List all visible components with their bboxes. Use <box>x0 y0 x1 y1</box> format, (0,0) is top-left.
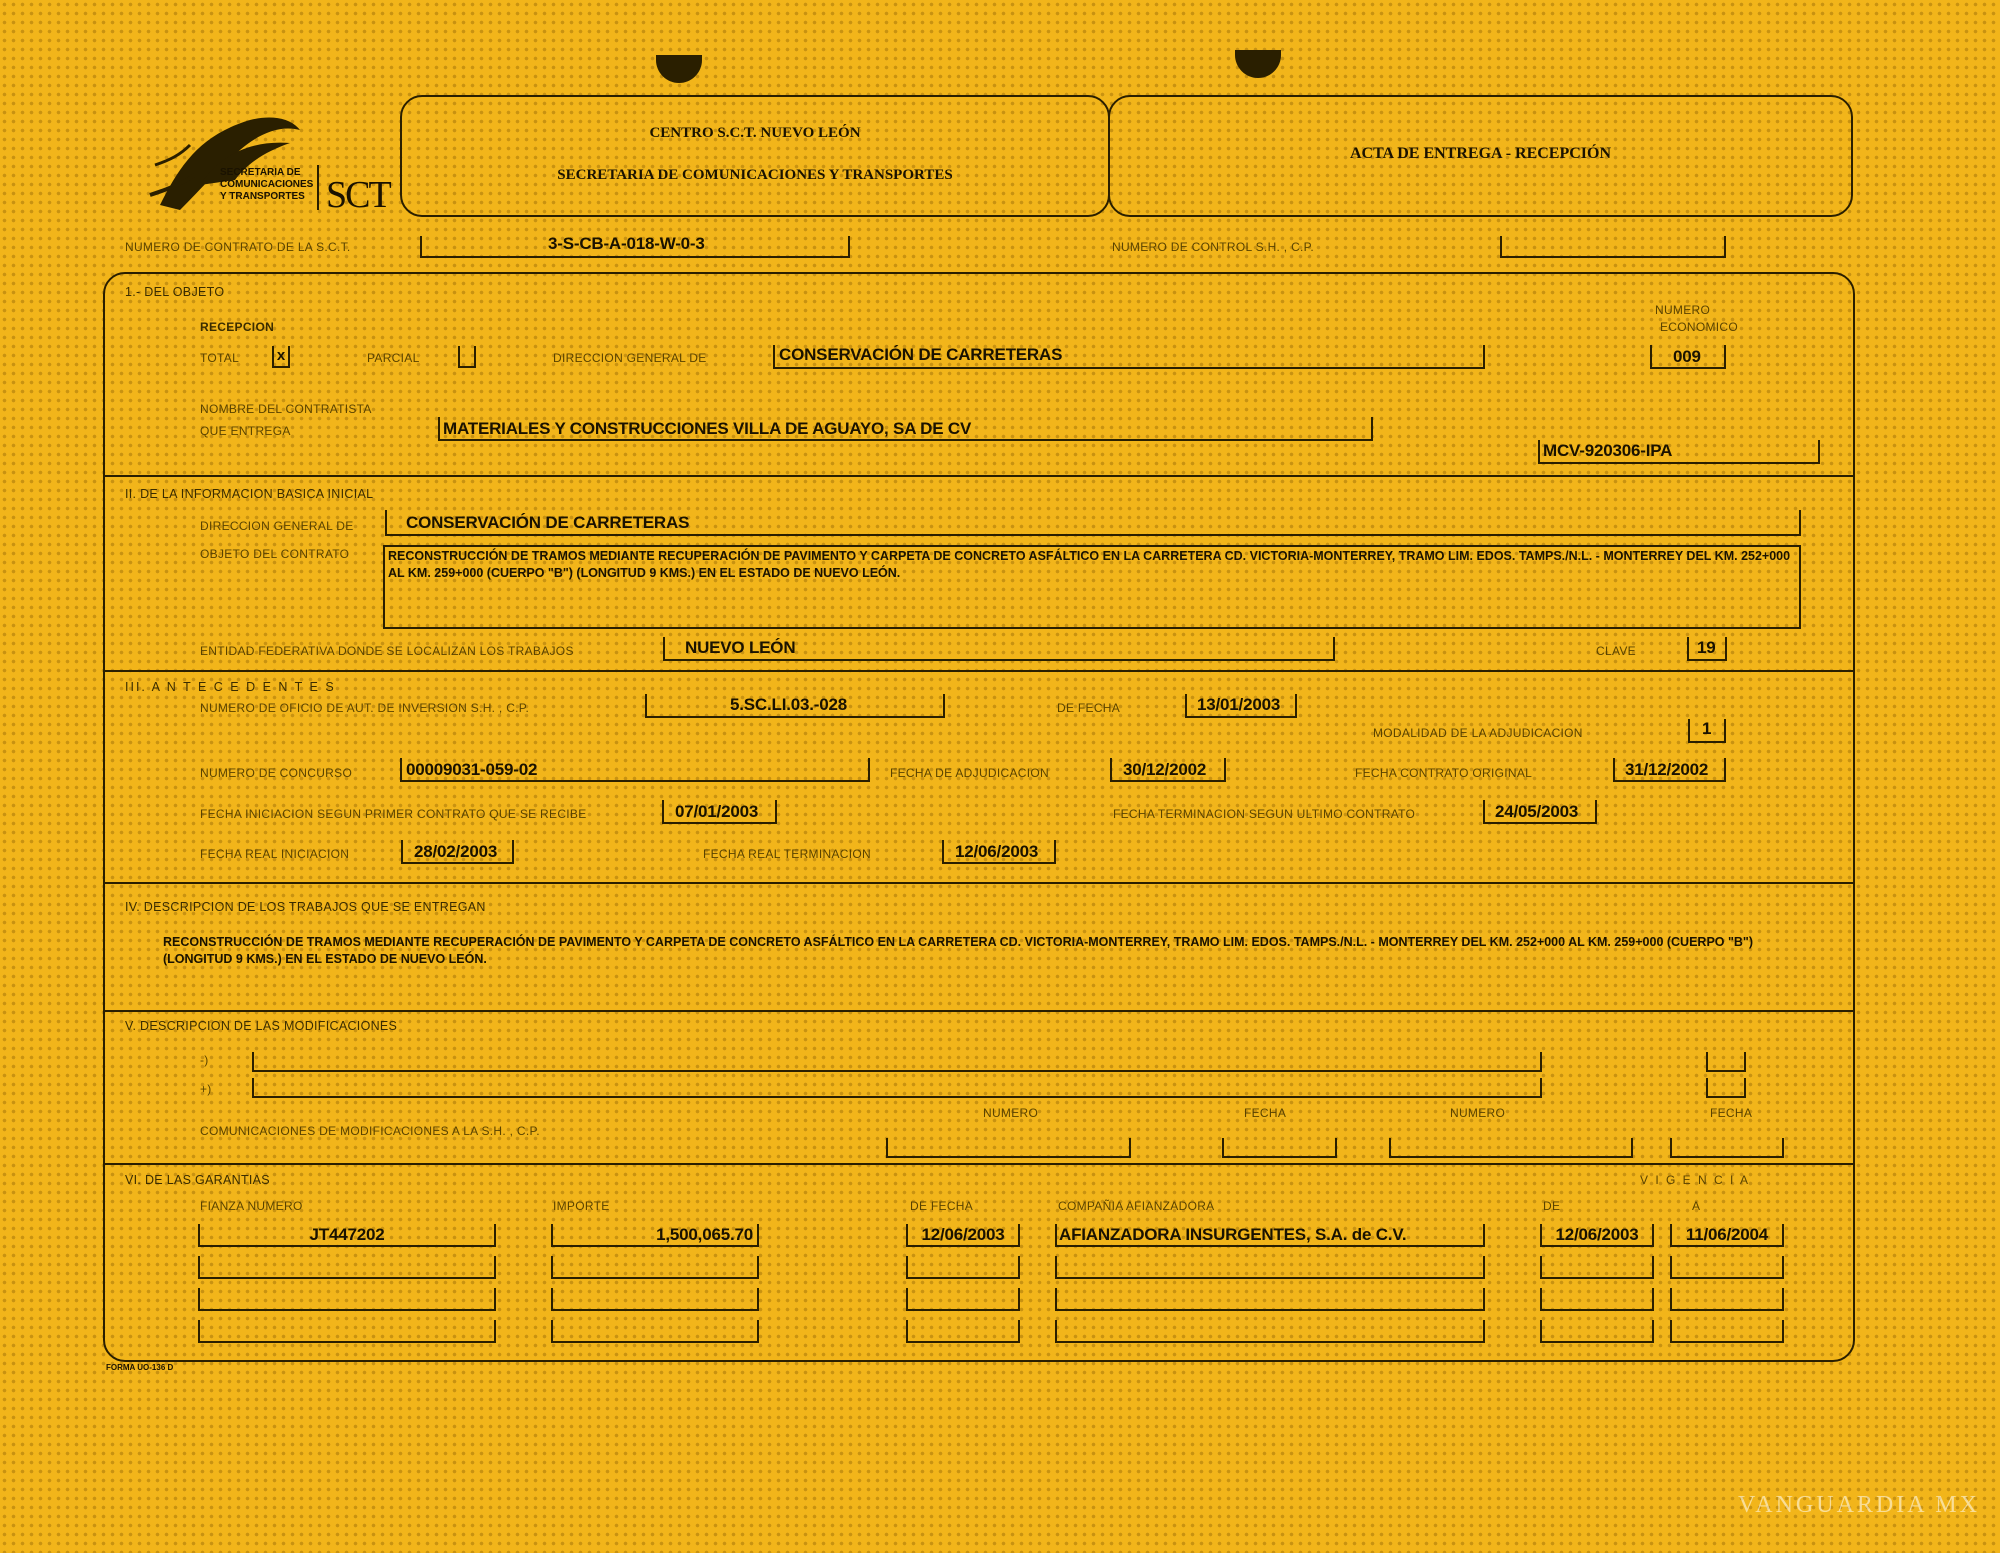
comunicaciones-fecha-label-1: FECHA <box>1244 1106 1287 1120</box>
entidad-value: NUEVO LEÓN <box>685 638 796 657</box>
binder-hole-right <box>1235 50 1281 78</box>
mod-row-field-2 <box>252 1078 1542 1098</box>
parcial-label: PARCIAL <box>367 351 420 365</box>
fecha-iniciacion-value: 07/01/2003 <box>675 802 759 821</box>
numero-economico-label-1: NUMERO <box>1655 303 1711 317</box>
comunicaciones-label: COMUNICACIONES DE MODIFICACIONES A LA S.H. , C.P. <box>200 1124 540 1138</box>
contratista-label-2: QUE ENTREGA <box>200 424 291 438</box>
importe-field-4 <box>551 1320 759 1343</box>
center-line-1: CENTRO S.C.T. NUEVO LEÓN <box>649 125 861 141</box>
fianza-field-2 <box>198 1256 496 1279</box>
fianza-value-1: JT447202 <box>309 1225 385 1244</box>
trabajos-description: RECONSTRUCCIÓN DE TRAMOS MEDIANTE RECUPERACIÓN DE PAVIMENTO Y CARPETA DE CONCRETO ASFÁLTICO EN LA CARRETERA CD. VICTORIA-MONTERREY, TRAMO LIM. EDOS. TAMPS./N.L. - MONTERREY DEL KM. 252+000 AL KM. 259+000 (CUERPO "B") (LONGITUD 9 KMS.) EN EL ESTADO DE NUEVO LEÓN. <box>163 935 1754 966</box>
comunicaciones-fecha-field-1 <box>1222 1138 1337 1158</box>
contract-number-label: NUMERO DE CONTRATO DE LA S.C.T. <box>125 240 351 254</box>
oficio-label: NUMERO DE OFICIO DE AUT. DE INVERSION S.H. , C.P. <box>200 701 530 715</box>
contratista-label-1: NOMBRE DEL CONTRATISTA <box>200 402 372 416</box>
comunicaciones-fecha-field-2 <box>1670 1138 1784 1158</box>
concurso-value: 00009031-059-02 <box>406 760 538 779</box>
fecha-real-term-value: 12/06/2003 <box>955 842 1039 861</box>
fecha-real-ini-value: 28/02/2003 <box>414 842 498 861</box>
fianza-numero-label: FIANZA NUMERO <box>200 1199 303 1213</box>
fecha-contrato-label: FECHA CONTRATO ORIGINAL <box>1355 766 1533 780</box>
mod-row-mark-2: +) <box>200 1082 212 1096</box>
rfc-value: MCV-920306-IPA <box>1543 441 1673 460</box>
vigencia-a-value-1: 11/06/2004 <box>1685 1225 1769 1244</box>
fecha-adjudicacion-label: FECHA DE ADJUDICACION <box>890 766 1049 780</box>
comunicaciones-numero-field-1 <box>886 1138 1131 1158</box>
numero-economico-value: 009 <box>1673 347 1701 366</box>
mod-row-box-2 <box>1706 1078 1746 1098</box>
compania-field-2 <box>1055 1256 1485 1279</box>
vigencia-label: V I G E N C I A <box>1640 1173 1751 1187</box>
modalidad-label: MODALIDAD DE LA ADJUDICACION <box>1373 726 1583 740</box>
compania-value-1: AFIANZADORA INSURGENTES, S.A. de C.V. <box>1059 1225 1407 1244</box>
fecha-iniciacion-label: FECHA INICIACION SEGUN PRIMER CONTRATO QUE SE RECIBE <box>200 807 587 821</box>
center-line-2: SECRETARIA DE COMUNICACIONES Y TRANSPORTES <box>557 167 953 183</box>
compania-label: COMPAÑIA AFIANZADORA <box>1058 1199 1215 1213</box>
vigencia-de-label: DE <box>1543 1199 1561 1213</box>
agency-name-line-2: COMUNICACIONES <box>220 179 314 190</box>
doc-title: ACTA DE ENTREGA - RECEPCIÓN <box>1349 145 1612 162</box>
oficio-fecha-value: 13/01/2003 <box>1197 695 1281 714</box>
entidad-label: ENTIDAD FEDERATIVA DONDE SE LOCALIZAN LOS TRABAJOS <box>200 644 574 658</box>
compania-field-3 <box>1055 1288 1485 1311</box>
direccion-general-value: CONSERVACIÓN DE CARRETERAS <box>779 345 1063 364</box>
vigencia-de-value-1: 12/06/2003 <box>1555 1225 1639 1244</box>
mod-row-box-1 <box>1706 1052 1746 1072</box>
comunicaciones-fecha-label-2: FECHA <box>1710 1106 1753 1120</box>
vigencia-de-field-3 <box>1540 1288 1654 1311</box>
parcial-checkbox[interactable] <box>458 346 476 368</box>
vigencia-a-label: A <box>1692 1199 1701 1213</box>
comunicaciones-numero-field-2 <box>1389 1138 1633 1158</box>
binder-hole-left <box>656 55 702 83</box>
fecha-terminacion-label: FECHA TERMINACION SEGUN ULTIMO CONTRATO <box>1113 807 1416 821</box>
comunicaciones-numero-label-2: NUMERO <box>1450 1106 1506 1120</box>
form-code: FORMA UO-136 D <box>106 1363 174 1372</box>
info-direccion-value: CONSERVACIÓN DE CARRETERAS <box>406 513 690 532</box>
contract-number-value: 3-S-CB-A-018-W-0-3 <box>548 234 705 253</box>
vigencia-a-field-2 <box>1670 1256 1784 1279</box>
divider-2 <box>103 475 1855 477</box>
mod-row-mark-1: -) <box>200 1053 209 1067</box>
total-checkbox[interactable]: x <box>272 346 290 368</box>
fecha-adjudicacion-value: 30/12/2002 <box>1123 760 1207 779</box>
section-1-title: 1.- DEL OBJETO <box>125 285 225 299</box>
agency-abbrev: SCT <box>326 174 390 216</box>
divider-6 <box>103 1163 1855 1165</box>
importe-label: IMPORTE <box>553 1199 610 1213</box>
divider-5 <box>103 1010 1855 1012</box>
garantia-fecha-value-1: 12/06/2003 <box>921 1225 1005 1244</box>
oficio-fecha-label: DE FECHA <box>1057 701 1121 715</box>
vigencia-a-field-4 <box>1670 1320 1784 1343</box>
info-direccion-label: DIRECCION GENERAL DE <box>200 519 354 533</box>
importe-field-2 <box>551 1256 759 1279</box>
objeto-value: RECONSTRUCCIÓN DE TRAMOS MEDIANTE RECUPERACIÓN DE PAVIMENTO Y CARPETA DE CONCRETO ASFÁLTICO EN LA CARRETERA CD. VICTORIA-MONTERREY, TRAMO LIM. EDOS. TAMPS./N.L. - MONTERREY DEL KM. 252+000 AL KM. 259+000 (CUERPO "B") (LONGITUD 9 KMS.) EN EL ESTADO DE NUEVO LEÓN. <box>388 549 1791 580</box>
compania-field-4 <box>1055 1320 1485 1343</box>
divider-4 <box>103 882 1855 884</box>
importe-value-1: 1,500,065.70 <box>656 1225 753 1244</box>
fecha-real-ini-label: FECHA REAL INICIACION <box>200 847 350 861</box>
garantia-fecha-field-2 <box>906 1256 1020 1279</box>
garantia-fecha-field-3 <box>906 1288 1020 1311</box>
title-header-box <box>1108 95 1853 217</box>
section-4-title: IV. DESCRIPCION DE LOS TRABAJOS QUE SE ENTREGAN <box>125 900 486 914</box>
direccion-general-label: DIRECCION GENERAL DE <box>553 351 707 365</box>
clave-label: CLAVE <box>1596 644 1636 658</box>
vigencia-de-field-4 <box>1540 1320 1654 1343</box>
section-3-title: III. A N T E C E D E N T E S <box>125 680 336 694</box>
control-number-field <box>1500 236 1726 258</box>
oficio-value: 5.SC.LI.03.-028 <box>730 695 848 714</box>
comunicaciones-numero-label-1: NUMERO <box>983 1106 1039 1120</box>
agency-name-line-3: Y TRANSPORTES <box>220 191 305 202</box>
fecha-real-term-label: FECHA REAL TERMINACION <box>703 847 871 861</box>
importe-field-3 <box>551 1288 759 1311</box>
mod-row-field-1 <box>252 1052 1542 1072</box>
control-number-label: NUMERO DE CONTROL S.H. , C.P. <box>1112 240 1315 254</box>
agency-name-line-1: SECRETARIA DE <box>220 167 301 178</box>
vigencia-a-field-3 <box>1670 1288 1784 1311</box>
clave-value: 19 <box>1697 638 1716 657</box>
concurso-label: NUMERO DE CONCURSO <box>200 766 353 780</box>
total-label: TOTAL <box>200 351 240 365</box>
objeto-label: OBJETO DEL CONTRATO <box>200 547 350 561</box>
watermark: VANGUARDIA MX <box>1738 1492 1980 1518</box>
garantia-fecha-field-4 <box>906 1320 1020 1343</box>
section-2-title: II. DE LA INFORMACION BASICA INICIAL <box>125 487 374 501</box>
fecha-terminacion-value: 24/05/2003 <box>1495 802 1579 821</box>
vigencia-de-field-2 <box>1540 1256 1654 1279</box>
center-header-box <box>400 95 1110 217</box>
contratista-value: MATERIALES Y CONSTRUCCIONES VILLA DE AGUAYO, SA DE CV <box>443 419 972 438</box>
recepcion-label: RECEPCION <box>200 320 275 334</box>
divider-3 <box>103 670 1855 672</box>
fianza-field-3 <box>198 1288 496 1311</box>
section-5-title: V. DESCRIPCION DE LAS MODIFICACIONES <box>125 1019 398 1033</box>
fecha-contrato-value: 31/12/2002 <box>1625 760 1709 779</box>
sct-logo <box>140 105 390 220</box>
garantia-fecha-label: DE FECHA <box>910 1199 974 1213</box>
modalidad-value: 1 <box>1702 719 1712 738</box>
numero-economico-label-2: ECONOMICO <box>1660 320 1739 334</box>
fianza-field-4 <box>198 1320 496 1343</box>
section-6-title: VI. DE LAS GARANTIAS <box>125 1173 270 1187</box>
